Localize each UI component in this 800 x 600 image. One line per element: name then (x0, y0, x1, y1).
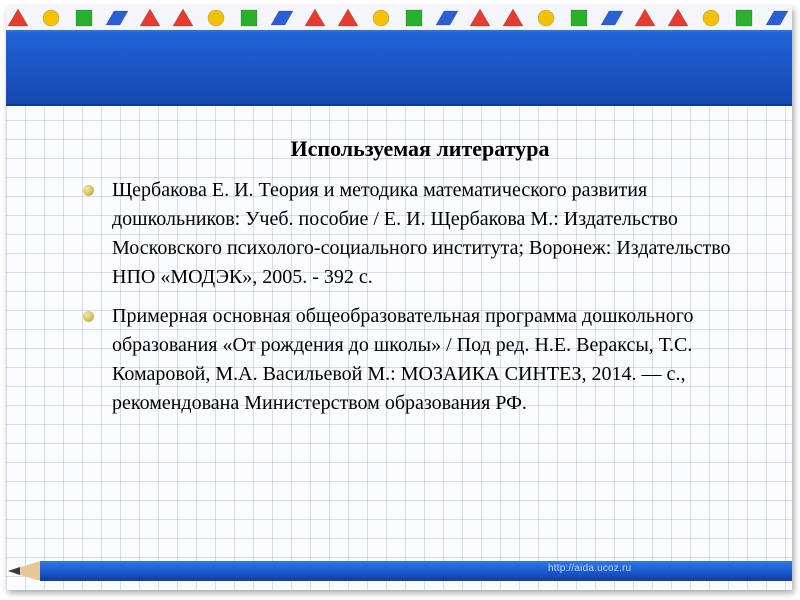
pencil-lead-icon (8, 567, 20, 575)
decorative-circle-icon (43, 10, 59, 26)
decorative-tri-icon (140, 9, 160, 26)
decorative-square-icon (241, 10, 257, 26)
decorative-tri-icon (305, 9, 325, 26)
decorative-tri-icon (668, 9, 688, 26)
decorative-tri-icon (173, 9, 193, 26)
decorative-shapes-strip (6, 6, 792, 30)
decorative-circle-icon (373, 10, 389, 26)
decorative-rhombus-icon (766, 11, 788, 25)
decorative-square-icon (736, 10, 752, 26)
decorative-rhombus-icon (601, 11, 623, 25)
decorative-rhombus-icon (436, 11, 458, 25)
decorative-circle-icon (538, 10, 554, 26)
decorative-rhombus-icon (271, 11, 293, 25)
reference-text: Щербакова Е. И. Теория и методика математического развития дошкольников: Учеб. пособие / Е. И. Щербакова М.: Издательство Московского психолого-социального института; Воронеж: Издательство НПО «МОДЭК», 2005. - 392 с. (112, 179, 731, 288)
decorative-tri-icon (470, 9, 490, 26)
bullet-icon (83, 185, 94, 196)
decorative-shapes-icon (6, 6, 792, 30)
reference-item (80, 302, 740, 418)
slide-title: Используемая литература (290, 136, 550, 161)
reference-text: Примерная основная общеобразовательная программа дошкольного образования «От рождения до школы» / Под ред. Н.Е. Вераксы, Т.С. Комаровой, М.А. Васильевой М.: МОЗАИКА СИНТЕЗ, 2014. — с., рекомендована Министерством образования РФ. (112, 305, 694, 414)
decorative-circle-icon (208, 10, 224, 26)
pencil-body-bar (40, 561, 792, 581)
decorative-square-icon (571, 10, 587, 26)
reference-item (80, 176, 740, 292)
header-band (6, 30, 792, 106)
decorative-square-icon (76, 10, 92, 26)
bullet-icon (83, 311, 94, 322)
decorative-tri-icon (635, 9, 655, 26)
decorative-tri-icon (8, 9, 28, 26)
reference-list (80, 176, 740, 428)
decorative-tri-icon (338, 9, 358, 26)
decorative-rhombus-icon (106, 11, 128, 25)
decorative-square-icon (406, 10, 422, 26)
decorative-tri-icon (503, 9, 523, 26)
decorative-circle-icon (703, 10, 719, 26)
footer-url: http://aida.ucoz.ru (548, 563, 632, 574)
